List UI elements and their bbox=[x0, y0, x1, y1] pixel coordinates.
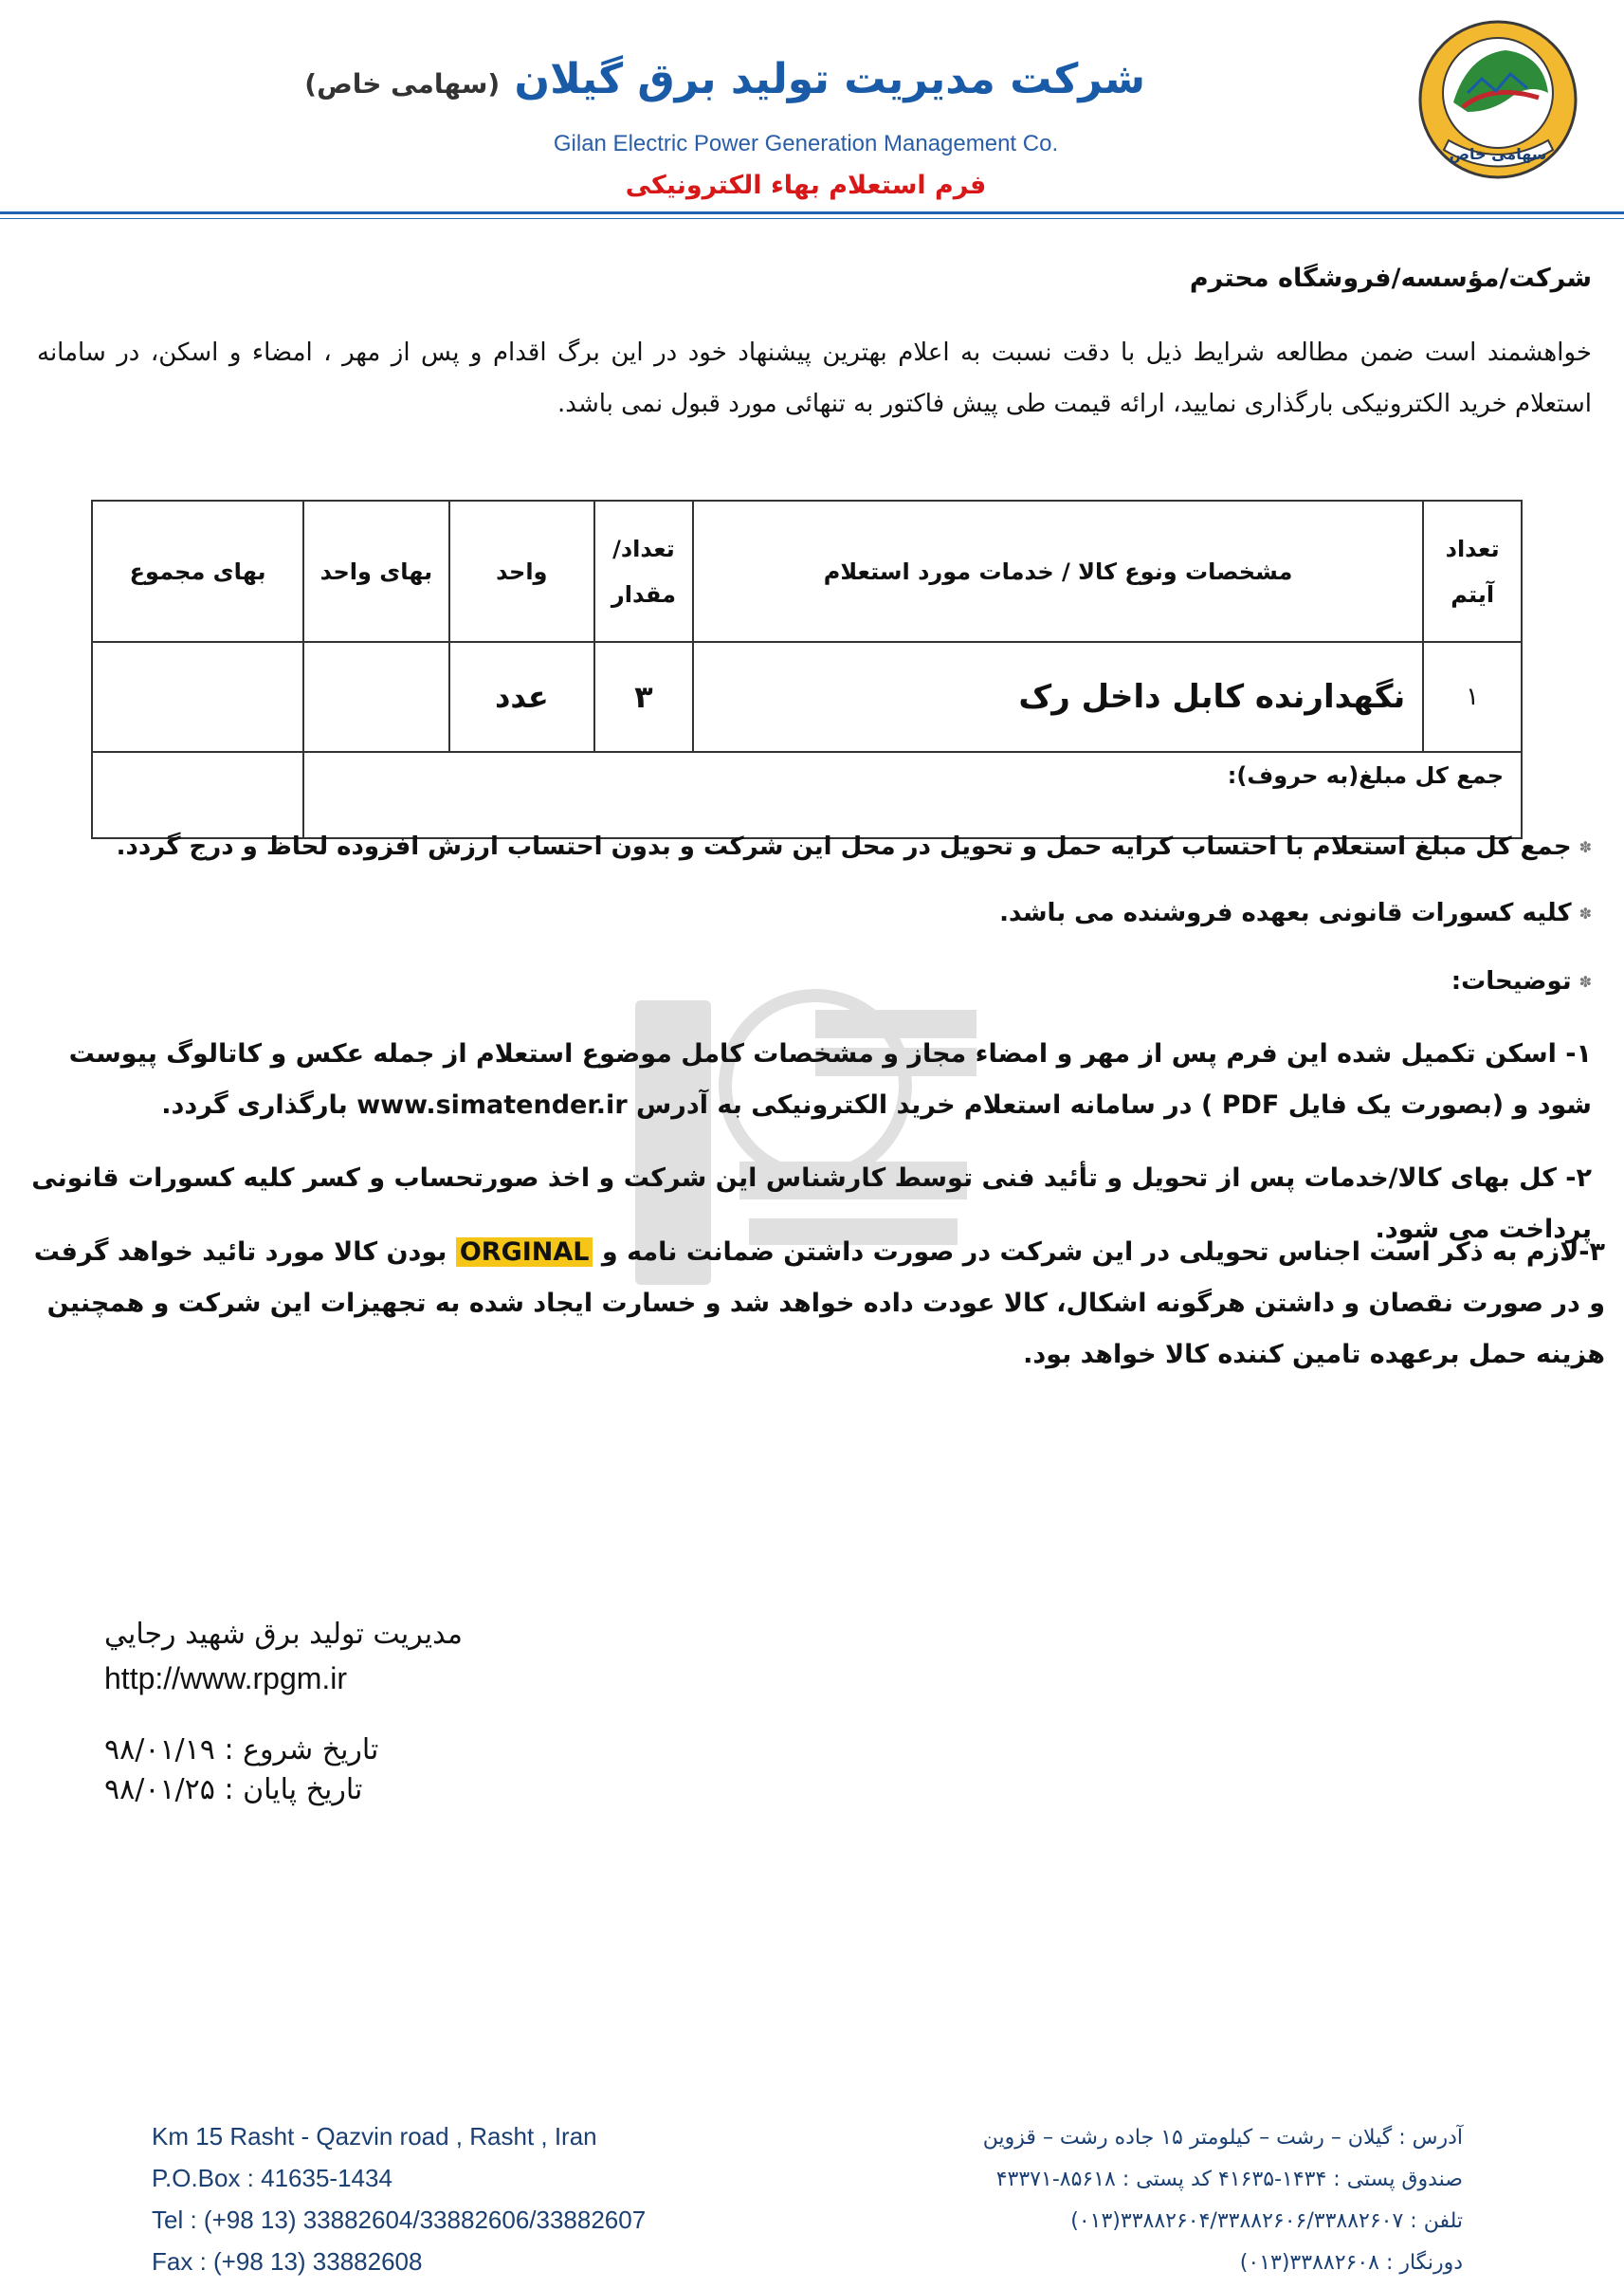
explanations-title-text: توضیحات: bbox=[1451, 967, 1572, 996]
explanation-3 bbox=[12, 1227, 1605, 1381]
note-legal-deductions bbox=[999, 899, 1592, 927]
footer-tel-fa: تلفن : ۳۳۸۸۲۶۰۴/۳۳۸۸۲۶۰۶/۳۳۸۸۲۶۰۷(۰۱۳) bbox=[1070, 2209, 1463, 2233]
footer-address-fa: آدرس : گیلان – رشت – کیلومتر ۱۵ جاده رشت – قزوین bbox=[982, 2126, 1463, 2150]
header-divider bbox=[0, 211, 1624, 214]
end-date-row bbox=[104, 1773, 362, 1806]
col-unit: واحد bbox=[449, 501, 594, 642]
explanation-1-part-a: ۱- اسکن تکمیل شده این فرم پس از مهر و امضاء مجاز و مشخصات کامل موضوع استعلام از جمله عکس و کاتالوگ پیوست شود و (بصورت یک فایل bbox=[68, 1039, 1592, 1120]
col-description: مشخصات ونوع کالا / خدمات مورد استعلام bbox=[693, 501, 1423, 642]
start-date-value: ۹۸/۰۱/۱۹ bbox=[104, 1733, 215, 1766]
footer-pobox-fa: صندوق پستی : ۱۴۳۴-۴۱۶۳۵ کد پستی : ۸۵۶۱۸-۴۳۳۷۱ bbox=[995, 2168, 1463, 2191]
table-row bbox=[92, 642, 1522, 752]
explanation-3-part-a: ۳-لازم به ذکر است اجناس تحویلی در این شرکت در صورت داشتن ضمانت نامه و bbox=[593, 1237, 1605, 1267]
sum-label: جمع کل مبلغ(به حروف): bbox=[303, 752, 1522, 838]
inquiry-table bbox=[91, 500, 1523, 839]
cell-unit: عدد bbox=[449, 642, 594, 752]
start-date-row bbox=[104, 1733, 378, 1766]
company-name-en: Gilan Electric Power Generation Management Co. bbox=[553, 131, 1059, 156]
explanation-2: ۲- کل بهای کالا/خدمات پس از تحویل و تأئید فنی توسط کارشناس این شرکت و اخذ صورتحساب و کسر کلیه کسورات قانونی پرداخت می شود. bbox=[31, 1163, 1592, 1244]
company-name-fa-main: شرکت مدیریت تولید برق گیلان bbox=[514, 55, 1145, 103]
note-legal-deductions-text: کلیه کسورات قانونی بعهده فروشنده می باشد. bbox=[999, 899, 1572, 927]
note-total-inclusion-text: جمع کل مبلغ استعلام با احتساب کرایه حمل و تحویل در محل این شرکت و بدون احتساب ارزش افزوده لحاظ و درج گردد. bbox=[116, 833, 1572, 861]
logo-text: سهامی خاص bbox=[1449, 145, 1547, 163]
sum-value bbox=[92, 752, 303, 838]
col-item-count-line2: آیتم bbox=[1451, 580, 1495, 608]
col-quantity bbox=[594, 501, 693, 642]
start-date-label: تاریخ شروع : bbox=[224, 1733, 379, 1766]
footer-tel-en: Tel : (+98 13) 33882604/33882606/33882607 bbox=[152, 2206, 647, 2234]
company-name-fa bbox=[304, 55, 1145, 103]
asterisk-icon: ✽ bbox=[1578, 973, 1592, 991]
end-date-value: ۹۸/۰۱/۲۵ bbox=[104, 1773, 215, 1806]
sum-row bbox=[92, 752, 1522, 838]
footer-pobox-en: P.O.Box : 41635-1434 bbox=[152, 2164, 392, 2192]
col-quantity-line2: مقدار bbox=[611, 580, 676, 608]
original-highlight: ORGINAL bbox=[456, 1237, 593, 1267]
footer-address-en: Km 15 Rasht - Qazvin road , Rasht , Iran bbox=[152, 2122, 597, 2151]
form-title: فرم استعلام بهاء الکترونیکی bbox=[625, 171, 987, 200]
end-date-label: تاریخ پایان : bbox=[224, 1773, 363, 1806]
header-divider-thin bbox=[0, 218, 1624, 219]
col-item-count-line1: تعداد bbox=[1445, 535, 1500, 562]
col-item-count bbox=[1423, 501, 1522, 642]
asterisk-icon: ✽ bbox=[1578, 838, 1592, 856]
note-total-inclusion bbox=[117, 833, 1592, 861]
col-quantity-line1: تعداد/ bbox=[612, 535, 675, 562]
cell-unit-price bbox=[303, 642, 448, 752]
explanation-3-part-b: بودن کالا مورد تائید خواهد گرفت و در صورت نقصان و داشتن هرگونه اشکال، کالا عودت داده خواهد شد و خسارت ایجاد شده به تجهیزات این شرکت و همچنین هزینه حمل برعهده تامین کننده کالا خواهد بود. bbox=[33, 1237, 1605, 1369]
rpgm-org-name: مديريت توليد برق شهيد رجايي bbox=[104, 1618, 463, 1651]
company-logo bbox=[1415, 17, 1581, 183]
cell-item-number: ۱ bbox=[1423, 642, 1522, 752]
explanations-title bbox=[1451, 967, 1592, 996]
explanation-1-part-b: ) در سامانه استعلام خرید الکترونیکی به آدرس bbox=[627, 1090, 1222, 1120]
intro-text: خواهشمند است ضمن مطالعه شرایط ذیل با دقت نسبت به اعلام بهترین پیشنهاد خود در این برگ اقدام و پس از مهر ، امضاء و اسکن، در سامانه استعلام خرید الکترونیکی بارگذاری نمایید، ارائه قیمت طی پیش فاکتور به تنهائی مورد قبول نمی باشد. bbox=[37, 339, 1592, 418]
footer-fax-fa: دورنگار : ۳۳۸۸۲۶۰۸(۰۱۳) bbox=[1239, 2251, 1463, 2275]
company-type: (سهامی خاص) bbox=[304, 68, 501, 100]
salutation: شرکت/مؤسسه/فروشگاه محترم bbox=[1189, 264, 1592, 293]
col-unit-price: بهای واحد bbox=[303, 501, 448, 642]
simatender-link[interactable]: www.simatender.ir bbox=[356, 1090, 628, 1120]
footer-fax-en: Fax : (+98 13) 33882608 bbox=[152, 2247, 423, 2276]
explanation-1 bbox=[18, 1029, 1592, 1131]
rpgm-url[interactable]: http://www.rpgm.ir bbox=[104, 1661, 348, 1695]
cell-quantity: ۳ bbox=[594, 642, 693, 752]
cell-total-price bbox=[92, 642, 303, 752]
col-total-price: بهای مجموع bbox=[92, 501, 303, 642]
explanation-1-part-c: بارگذاری گردد. bbox=[161, 1090, 357, 1120]
asterisk-icon: ✽ bbox=[1578, 905, 1592, 923]
pdf-label: PDF bbox=[1221, 1090, 1280, 1120]
cell-description: نگهدارنده کابل داخل رک bbox=[693, 642, 1423, 752]
table-header-row bbox=[92, 501, 1522, 642]
